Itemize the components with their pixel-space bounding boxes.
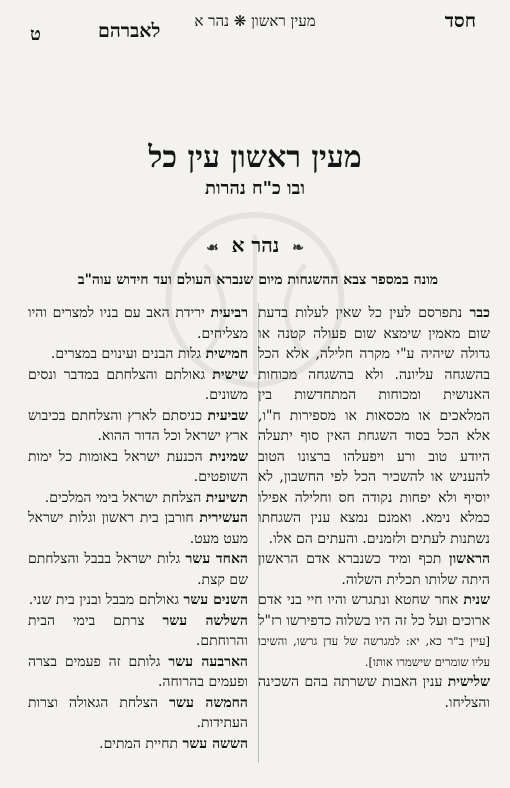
header-running-title: מעין ראשון ❋ נהר א (194, 12, 316, 30)
paragraph (28, 365, 248, 406)
paragraph-text: גלות הבנים ועינוים במצרים. (50, 346, 206, 362)
left-column (28, 303, 248, 754)
paragraph-keyword: הששה עשר (182, 735, 248, 752)
paragraph-text: כניסתם לארץ והצלחתם בכיבוש ארץ ישראל וכל הדור ההוא. (28, 407, 248, 444)
paragraph (28, 406, 248, 447)
paragraph (28, 611, 248, 652)
paragraph-text: תחיית המתים. (99, 735, 183, 752)
paragraph-keyword: שנית (463, 592, 490, 608)
source-citation: [עיין ב"ר כא, יא: למגרשה של עדן גרשו, והשיבו עליו שומרים שישמרו אותו]. (258, 634, 490, 669)
paragraph-keyword: שביעית (207, 407, 248, 424)
paragraph (258, 590, 490, 672)
paragraph-keyword: שלישית (447, 674, 490, 690)
paragraph-keyword: חמישית (205, 346, 248, 362)
paragraph-text: צרתם בימי הבית והרוחתם. (28, 612, 248, 649)
chapter-heading (0, 233, 510, 258)
paragraph (28, 549, 248, 590)
paragraph-keyword: החמשה עשר (169, 694, 248, 711)
paragraph-text: גאולתם מבבל ובנין בית שני. (28, 592, 184, 608)
paragraph (28, 693, 248, 734)
paragraph-text: הצלחת ישראל בימי המלכים. (44, 489, 206, 506)
paragraph (28, 652, 248, 693)
page-title: מעין ראשון עין כל (148, 140, 362, 175)
paragraph-text: ענין האבות ששרתה בהם השכינה והצליחו. (258, 674, 490, 711)
paragraph (28, 488, 248, 509)
page-subtitle: ובו כ"ח נהרות (205, 178, 305, 199)
page-number: ט (30, 24, 41, 45)
chapter-title: נהר א (231, 233, 280, 257)
paragraph-keyword: השנים עשר (183, 592, 248, 608)
right-column (258, 303, 490, 713)
header-book-title: לאברהם (98, 20, 161, 42)
paragraph-text: הצלחת הגאולה וצרות העתידות. (28, 694, 248, 731)
paragraph (28, 344, 248, 365)
paragraph (258, 549, 490, 590)
ornament-icon: ❧ (292, 240, 304, 256)
paragraph-keyword: העשירית (199, 510, 248, 526)
paragraph-keyword: הארבעה עשר (168, 653, 248, 670)
paragraph (258, 672, 490, 713)
paragraph-text: גלות ישראל בבבל והצלחתם שם קצת. (28, 551, 248, 588)
paragraph-keyword: תשיעית (205, 489, 248, 506)
paragraph (28, 590, 248, 611)
paragraph (28, 447, 248, 488)
header-section-name: חסד (444, 10, 476, 32)
paragraph (258, 303, 490, 549)
paragraph-text: נתפרסם לעין כל שאין לעלות בדעת שום מאמין שימצא שום פעולה קטנה או גדולה שיהיה ע"י מקרה חלילה, אלא הכל בהשגחה עליונה. ולא בהשגחה מכוחות האנושית ומכוחות המתחדשות בין המלאכים או מכסאות או מספירות ח"ו, אלא הכל בסוד השגחת האין סוף יתעלה היודע טוב ורע ויפעלהו ברצונו הטוב להעניש או להשכיר הכל לפי החשבון, לא יוסיף ולא יפחות נקודה חס וחלילה אפילו כמלא נימא. ואמנם נמצא ענין השגחתו נשתנות לעתים ולזמנים. והעתים הם אלו. (258, 305, 490, 547)
paragraph-keyword: שישית (212, 366, 248, 383)
paragraph-keyword: רביעית (210, 305, 248, 321)
paragraph-text: חורבן בית ראשון וגלות ישראל מעט מעט. (28, 510, 248, 547)
paragraph-text: תכף ומיד כשנברא אדם הראשון היתה שלותו תכלית השלוה. (258, 551, 490, 588)
paragraph-text: ירידת האב עם בניו למצרים והיו מצליחים. (28, 305, 248, 342)
ornament-icon: ☙ (206, 240, 219, 256)
chapter-intro: מונה במספר צבא ההשגחות מיום שנברא העולם ועד חידוש עוה"ב (77, 272, 439, 288)
paragraph-text: הכנעת ישראל באומות כל ימות השופטים. (28, 448, 248, 485)
paragraph-keyword: האחד עשר (185, 551, 248, 567)
paragraph-text: אחר שחטא ונתגרש והיו חיי בני אדם ארוכים ועל כל זה היו בשלוה כדפירשו רז"ל (258, 592, 490, 629)
paragraph-text: גלותם זה פעמים בצרה ופעמים בהרוחה. (28, 653, 248, 690)
paragraph-keyword: הראשון (449, 551, 490, 567)
paragraph-keyword: כבר (469, 305, 490, 321)
paragraph-keyword: השלשה עשר (162, 612, 248, 629)
paragraph-keyword: שמינית (209, 448, 248, 465)
paragraph (28, 303, 248, 344)
paragraph-text: גאולתם והצלחתם במדבר ונסים משונים. (28, 366, 248, 403)
paragraph (28, 734, 248, 755)
paragraph (28, 508, 248, 549)
